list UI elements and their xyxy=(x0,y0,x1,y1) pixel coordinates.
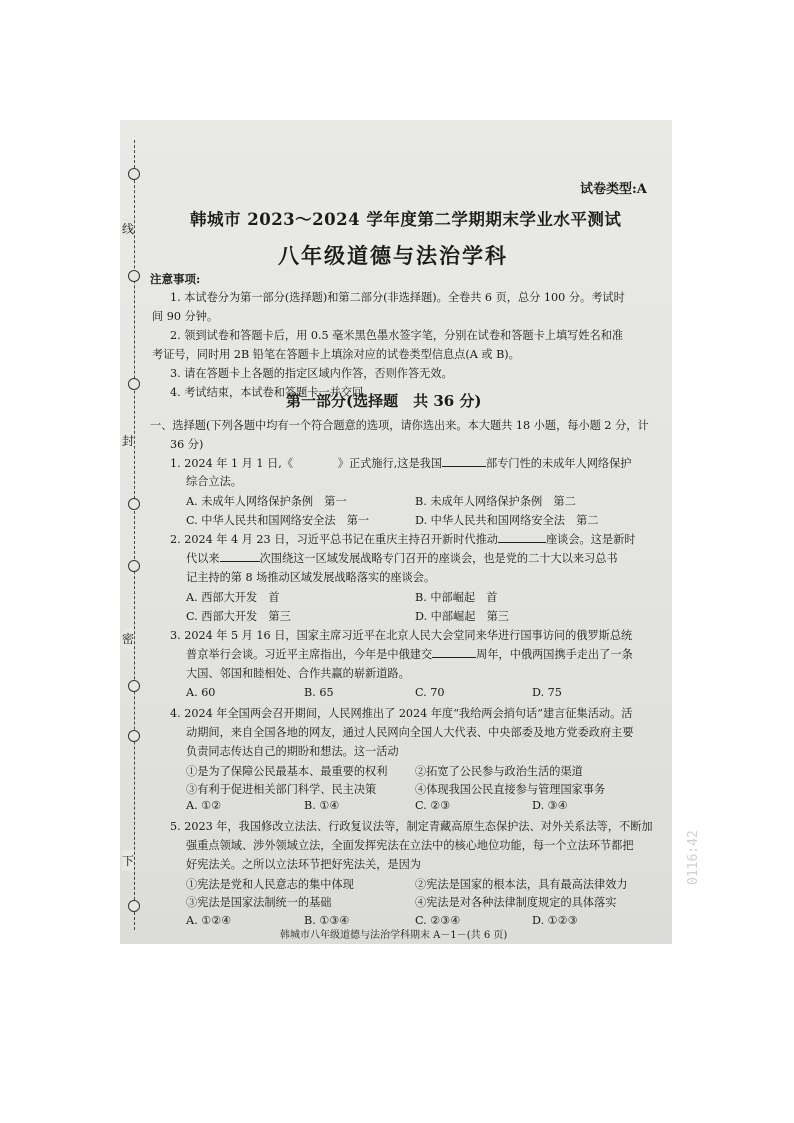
note-line: 考证号，同时用 2B 铅笔在答题卡上填涂对应的试卷类型信息点(A 或 B)。 xyxy=(152,348,520,361)
option: C. 西部大开发 第三 xyxy=(186,610,291,623)
question-3-stem: 3. 2024 年 5 月 16 日，国家主席习近平在北京人民大会堂同来华进行国事访问的俄罗斯总统 xyxy=(170,629,633,642)
question-5-stem: 强重点领域、涉外领域立法，全面发挥宪法在立法中的核心地位功能，每一个立法环节都把 xyxy=(186,839,634,852)
answer-blank xyxy=(432,657,476,658)
question-3-stem: 大国、邻国和睦相处、合作共赢的崭新道路。 xyxy=(186,667,410,680)
exam-subtitle: 八年级道德与法治学科 xyxy=(278,243,508,268)
option: C. ②③ xyxy=(415,799,451,812)
option: C. 中华人民共和国网络安全法 第一 xyxy=(186,514,370,527)
note-line: 3. 请在答题卡上各题的指定区域内作答，否则作答无效。 xyxy=(170,367,453,380)
binding-hole xyxy=(128,730,140,742)
question-4-stem: 负责同志传达自己的期盼和想法。这一活动 xyxy=(186,745,399,758)
option: C. 70 xyxy=(415,686,445,699)
option: B. 未成年人网络保护条例 第二 xyxy=(415,495,576,508)
answer-blank xyxy=(220,561,260,562)
part1-title: 第一部分(选择题 共 36 分) xyxy=(286,392,482,410)
exam-type-label: 试卷类型:A xyxy=(580,182,647,197)
option: A. ①② xyxy=(186,799,222,812)
binding-hole xyxy=(128,560,140,572)
question-2-stem: 代以来 次围绕这一区域发展战略专门召开的座谈会，也是党的二十大以来习总书 xyxy=(186,552,618,565)
option: D. ①②③ xyxy=(532,914,578,927)
binding-hole xyxy=(128,680,140,692)
binding-margin xyxy=(120,120,156,944)
option: C. ②③④ xyxy=(415,914,461,927)
note-line: 间 90 分钟。 xyxy=(152,310,219,323)
statement: ③宪法是国家法制统一的基础 xyxy=(186,896,332,909)
binding-char: 封 xyxy=(122,430,134,451)
binding-char: 线 xyxy=(122,218,134,239)
question-5-stem: 5. 2023 年，我国修改立法法、行政复议法等，制定青藏高原生态保护法、对外关系法等，不断加 xyxy=(170,820,653,833)
statement: ②拓宽了公民参与政治生活的渠道 xyxy=(415,765,583,778)
binding-hole xyxy=(128,270,140,282)
statement: ①宪法是党和人民意志的集中体现 xyxy=(186,878,354,891)
statement: ①是为了保障公民最基本、最重要的权利 xyxy=(186,765,388,778)
section-intro: 一、选择题(下列各题中均有一个符合题意的选项，请你选出来。本大题共 18 小题，每小题 2 分，计 xyxy=(150,419,649,432)
note-line: 1. 本试卷分为第一部分(选择题)和第二部分(非选择题)。全卷共 6 页，总分 100 分。考试时 xyxy=(170,291,625,304)
binding-char: 下 xyxy=(122,850,134,871)
question-3-stem: 普京举行会谈。习近平主席指出，今年是中俄建交 周年，中俄两国携手走出了一条 xyxy=(186,648,633,661)
statement: ④体现我国公民直接参与管理国家事务 xyxy=(415,783,606,796)
question-1-stem: 1. 2024 年 1 月 1 日,《 》正式施行,这是我国 部专门性的未成年人网络保护 xyxy=(170,457,632,470)
binding-hole xyxy=(128,378,140,390)
question-5-stem: 好宪法关。之所以立法环节把好宪法关，是因为 xyxy=(186,858,421,871)
photo-timestamp: 0116:42 xyxy=(686,830,701,885)
binding-hole xyxy=(128,168,140,180)
option: D. 中部崛起 第三 xyxy=(415,610,509,623)
binding-dashed-line xyxy=(134,140,135,930)
option: D. 中华人民共和国网络安全法 第二 xyxy=(415,514,599,527)
option: A. 未成年人网络保护条例 第一 xyxy=(186,495,347,508)
answer-blank xyxy=(498,542,546,543)
option: D. 75 xyxy=(532,686,562,699)
option: B. ①③④ xyxy=(304,914,350,927)
binding-char: 密 xyxy=(122,628,134,649)
question-1-stem: 综合立法。 xyxy=(186,475,242,488)
binding-hole xyxy=(128,498,140,510)
option: A. 西部大开发 首 xyxy=(186,591,280,604)
section-intro: 36 分) xyxy=(170,438,204,451)
note-line: 2. 领到试卷和答题卡后，用 0.5 毫米黑色墨水签字笔，分别在试卷和答题卡上填写姓名和准 xyxy=(170,329,624,342)
binding-hole xyxy=(128,900,140,912)
question-2-stem: 记主持的第 8 场推动区域发展战略落实的座谈会。 xyxy=(186,571,436,584)
answer-blank xyxy=(442,466,486,467)
option: B. 65 xyxy=(304,686,334,699)
statement: ④宪法是对各种法律制度规定的具体落实 xyxy=(415,896,617,909)
option: B. 中部崛起 首 xyxy=(415,591,498,604)
notes-heading: 注意事项: xyxy=(150,272,201,286)
statement: ②宪法是国家的根本法，具有最高法律效力 xyxy=(415,878,628,891)
exam-sheet xyxy=(120,120,672,944)
option: B. ①④ xyxy=(304,799,340,812)
question-2-stem: 2. 2024 年 4 月 23 日，习近平总书记在重庆主持召开新时代推动 座谈会。这是新时 xyxy=(170,533,636,546)
question-4-stem: 动期间，来自全国各地的网友，通过人民网向全国人大代表、中央部委及地方党委政府主要 xyxy=(186,726,634,739)
exam-title: 韩城市 2023～2024 学年度第二学期期末学业水平测试 xyxy=(190,210,622,229)
option: D. ③④ xyxy=(532,799,568,812)
option: A. 60 xyxy=(186,686,216,699)
option: A. ①②④ xyxy=(186,914,232,927)
note-line: 4. 考试结束，本试卷和答题卡一并交回。 xyxy=(170,386,375,399)
question-4-stem: 4. 2024 年全国两会召开期间，人民网推出了 2024 年度“我给两会捎句话”建言征集活动。活 xyxy=(170,707,633,720)
page-footer: 韩城市八年级道德与法治学科期末 A－1－(共 6 页) xyxy=(280,930,508,941)
statement: ③有利于促进相关部门科学、民主决策 xyxy=(186,783,377,796)
